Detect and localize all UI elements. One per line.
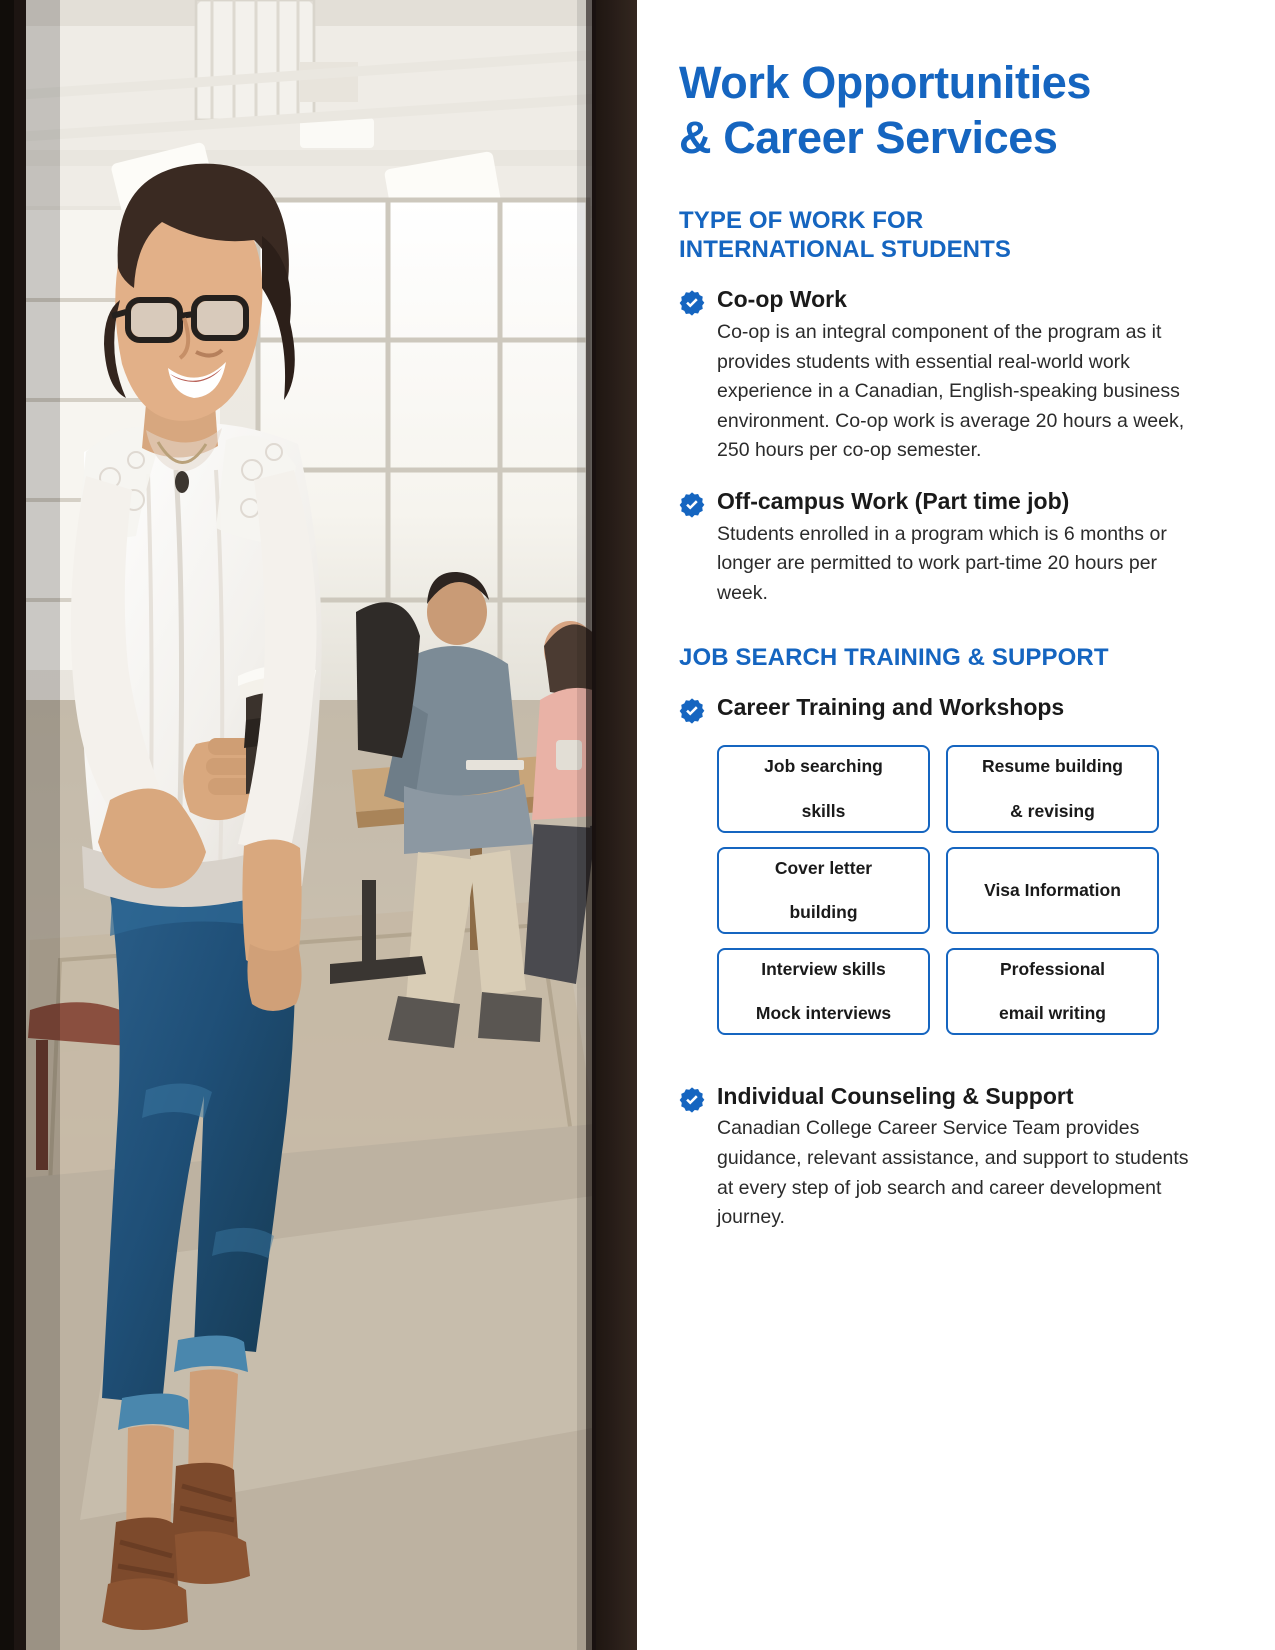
- item-text-coop: Co-op is an integral component of the program as it provides students with essential real-world work experience in a Canadian, English-speaking business environment. Co-op work is average 20 hours a week, 250 hours per co-op semester.: [717, 320, 1185, 462]
- item-text-counseling: Canadian College Career Service Team provides guidance, relevant assistance, and support to students at every step of job search and career development journey.: [717, 1117, 1189, 1229]
- chip-line-1: Resume building: [982, 756, 1123, 777]
- list-item-offcampus-work: [679, 488, 1205, 608]
- chip-line-2: Mock interviews: [755, 1003, 892, 1024]
- workshop-chip-interview-skills[interactable]: [717, 948, 930, 1035]
- section-heading-type-of-work: [679, 206, 1205, 265]
- check-badge-icon: [679, 492, 705, 518]
- chip-line-2: & revising: [1010, 801, 1095, 822]
- item-title-offcampus: Off-campus Work (Part time job): [717, 488, 1070, 515]
- list-item-career-training: [679, 694, 1205, 726]
- check-badge-icon: [679, 1087, 705, 1113]
- spacer: [679, 1035, 1205, 1061]
- check-badge-icon: [679, 290, 705, 316]
- check-badge-icon: [679, 698, 705, 724]
- chip-line-2: email writing: [999, 1003, 1106, 1024]
- section-heading-line-1: JOB SEARCH TRAINING & SUPPORT: [679, 643, 1109, 671]
- section-heading-job-search: [679, 643, 1205, 672]
- page-title: [679, 56, 1205, 166]
- item-text-offcampus: Students enrolled in a program which is 6 months or longer are permitted to work part-time 20 hours per week.: [717, 522, 1167, 604]
- workshop-topics-grid: [717, 745, 1159, 1035]
- chip-line-1: Job searching: [764, 756, 883, 777]
- title-line-2: & Career Services: [679, 111, 1058, 163]
- item-title-counseling: Individual Counseling & Support: [717, 1082, 1074, 1109]
- chip-line-2: skills: [801, 801, 846, 822]
- chip-line-1: Visa Information: [984, 879, 1121, 900]
- title-line-1: Work Opportunities: [679, 57, 1091, 108]
- chip-line-2: building: [789, 902, 858, 923]
- item-title-coop: Co-op Work: [717, 286, 847, 313]
- item-title-career-training: Career Training and Workshops: [717, 693, 1065, 720]
- workshop-chip-cover-letter[interactable]: [717, 847, 930, 934]
- chip-line-1: Cover letter: [774, 857, 873, 878]
- chip-line-1: Interview skills: [761, 958, 886, 979]
- section-heading-line-2: INTERNATIONAL STUDENTS: [679, 236, 1011, 264]
- workshop-chip-professional-email[interactable]: [946, 948, 1159, 1035]
- workshop-chip-visa-information[interactable]: [946, 847, 1159, 934]
- list-item-coop-work: [679, 286, 1205, 466]
- content-column: [637, 0, 1275, 1650]
- workshop-chip-job-searching[interactable]: [717, 745, 930, 832]
- workshop-chip-resume-building[interactable]: [946, 745, 1159, 832]
- section-heading-line-1: TYPE OF WORK FOR: [679, 206, 924, 234]
- chip-line-1: Professional: [999, 958, 1106, 979]
- hero-photo: [0, 0, 637, 1650]
- office-scene-illustration: [0, 0, 637, 1650]
- list-item-individual-counseling: [679, 1083, 1205, 1233]
